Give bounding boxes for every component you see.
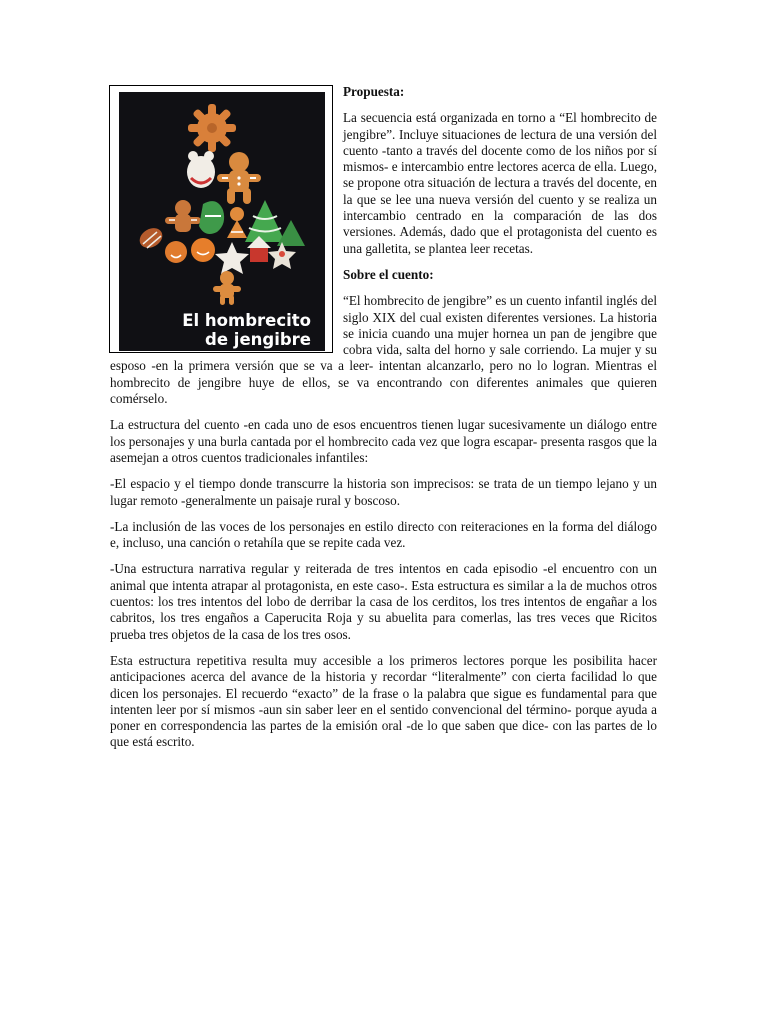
cover-title-line2: de jengibre [205, 330, 311, 349]
star-cookie-icon [215, 242, 249, 274]
gingerbread-girl-cookie-icon [227, 207, 247, 238]
cover-title-line1: El hombrecito [182, 311, 311, 330]
sobre-el-cuento-heading: Sobre el cuento: [343, 266, 434, 282]
book-cover-figure [109, 85, 333, 353]
round-cookie-icon [191, 238, 215, 262]
tree-cookie-icon [245, 200, 305, 246]
conclusion-paragraph: Esta estructura repetitiva resulta muy accesible a los primeros lectores porque les posibilita hacer anticipaciones acerca del avance de la historia y recordar “literalmente” con cierta facilidad lo que dicen los personajes. El recuerdo “exacto” de la frase o la palabra que sigue es fundamental para que intenten leer por sí mismos -aun sin saber leer en el sentido convencional del término- porque ayuda a poner en correspondencia las partes de la emisión oral -de lo que saben que dice- con las partes de lo que está escrito. [110, 652, 657, 750]
striped-cookie-icon [136, 224, 166, 252]
snowflake-cookie-icon [188, 104, 236, 152]
rasgo-estructura-narrativa: -Una estructura narrativa regular y reiterada de tres intentos en cada episodio -el encuentro con un animal que intenta atrapar al protagonista, en este caso-. Esta estructura es similar a la de muchos otros cuentos: los tres intentos del lobo de derribar la casa de los cerditos, los tres intentos de engañar a los cabritos, los tres engaños a Caperucita Roja y su abuelita para comerlas, las tres veces que Ricitos prueba tres objetos de la casa de los tres osos. [110, 561, 657, 642]
gingerbread-man-left-icon [165, 200, 201, 232]
star-cookie-right-icon [268, 242, 296, 269]
gingerbread-man-cookie-icon [217, 152, 261, 204]
propuesta-heading: Propuesta: [343, 84, 405, 99]
rasgo-voces-personajes: -La inclusión de las voces de los personajes en estilo directo con reiteraciones en la forma del diálogo e, incluso, una canción o retahíla que se repite cada vez. [110, 518, 657, 551]
propuesta-paragraph: La secuencia está organizada en torno a “El hombrecito de jengibre”. Incluye situaciones de lectura de una versión del cuento -tanto a través del docente como de los niños por sí mismos- e intercambio entre lectores acerca de ella. Luego, se propone otra situación de lectura a través del docente, en la que se lee una nueva versión del cuento y se realiza un intercambio centrado en la comparación de las dos versiones. Además, dado que el protagonista del cuento es una galletita, se plantea leer recetas. [343, 110, 657, 256]
book-cover-image [119, 92, 325, 351]
cover-title [182, 311, 311, 349]
green-mitten-cookie-icon [199, 201, 224, 234]
estructura-paragraph: La estructura del cuento -en cada uno de esos encuentros tienen lugar sucesivamente un diálogo entre los personajes y una burla cantada por el hombrecito cada vez que logra escapar- presenta rasgos que la asemejan a otros cuentos tradicionales infantiles: [110, 417, 657, 465]
rasgo-espacio-tiempo: -El espacio y el tiempo donde transcurre la historia son imprecisos: se trata de un tiempo lejano y un lugar remoto -generalmente un paisaje rural y boscoso. [110, 476, 657, 508]
white-bear-cookie-icon [187, 151, 215, 188]
gingerbread-trunk-cookie-icon [213, 271, 241, 305]
sobre-el-cuento-paragraph: “El hombrecito de jengibre” es un cuento infantil inglés del siglo XIX del cual existen diferentes versiones. La historia se inicia cuando una mujer hornea un pan de jengibre que cobra vida, salta del horno y sale corriendo. La mujer y su esposo -en la primera versión que se va a leer- intentan alcanzarlo, pero no lo logran. Mientras el hombrecito de jengibre huye de ellos, se va encontrando con diferentes animales que quieren comérselo. [110, 293, 657, 407]
document-page [110, 84, 657, 761]
round-face-cookie-icon [165, 241, 187, 263]
